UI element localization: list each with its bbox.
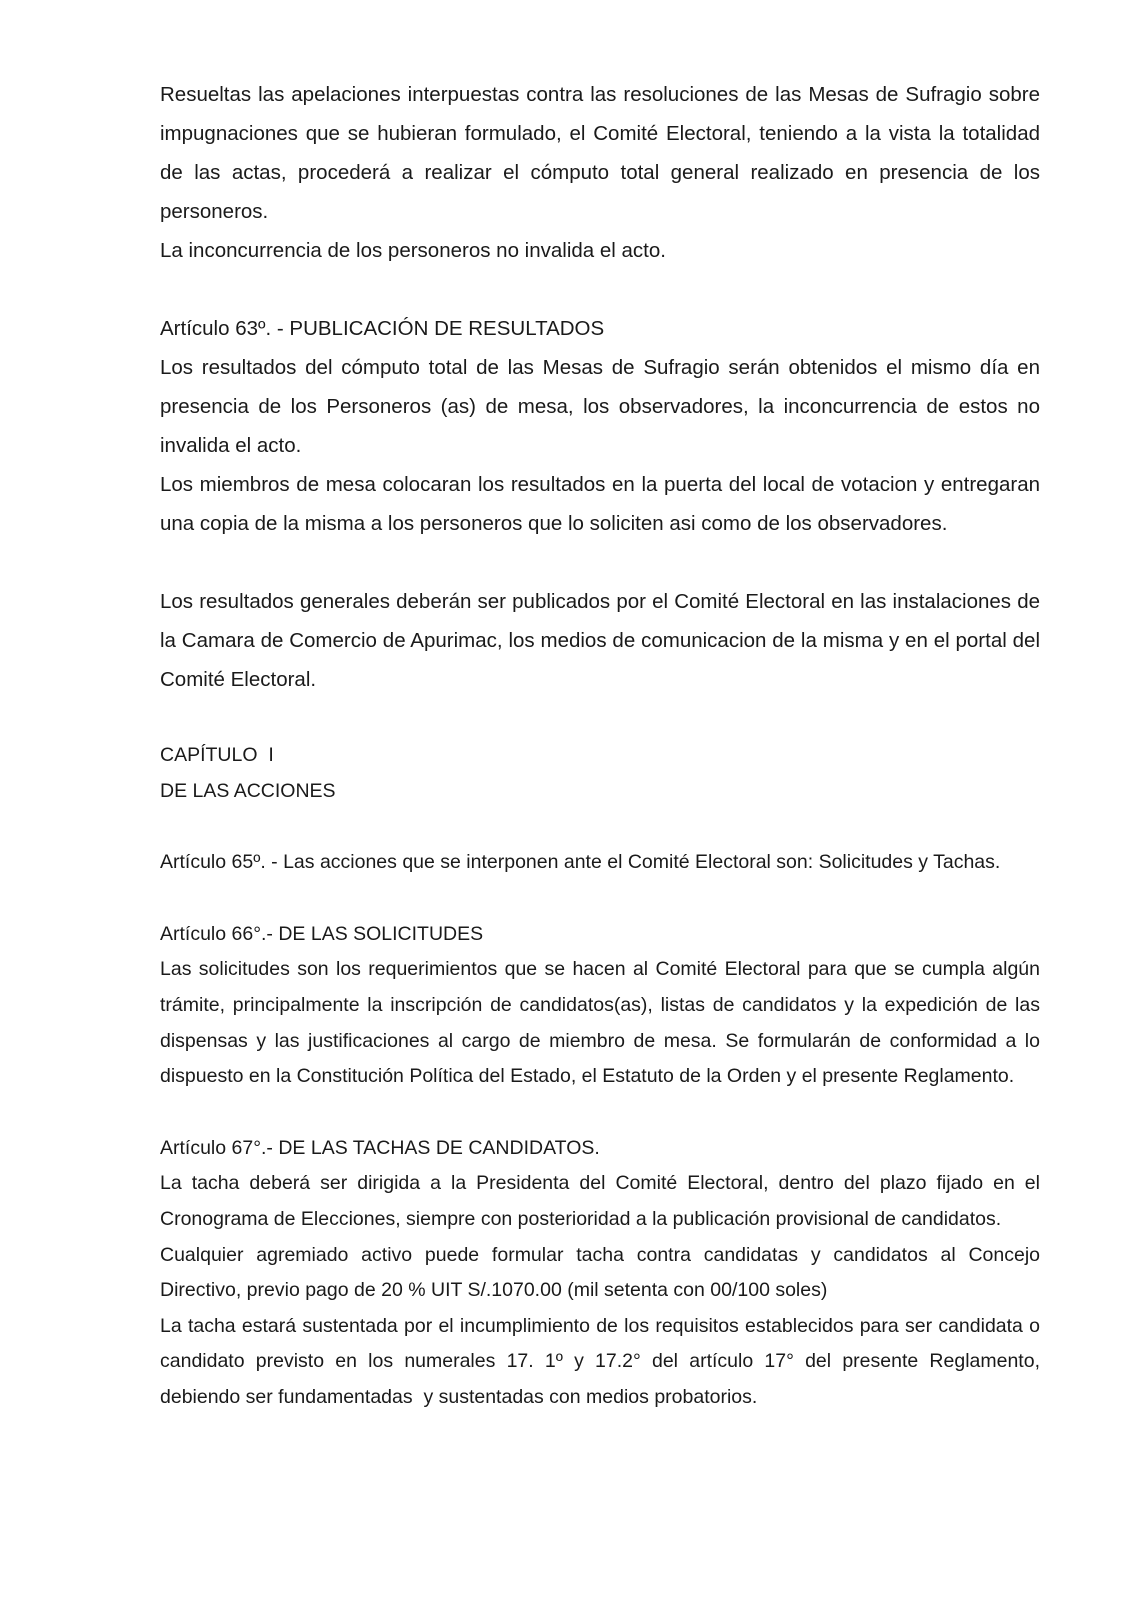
article-63-paragraph-1: Los resultados del cómputo total de las Mesas de Sufragio serán obtenidos el mismo día en presencia de los Personeros (as) de mesa, los observadores, la inconcurrencia de estos no invalida el acto. [160,356,1040,457]
spacer [160,809,1040,845]
article-67-paragraph-1: La tacha deberá ser dirigida a la Presidenta del Comité Electoral, dentro del plazo fijado en el Cronograma de Elecciones, siempre con posterioridad a la publicación provisional de candidatos. [160,1172,1040,1230]
spacer [160,1095,1040,1131]
spacer [160,270,1040,309]
article-63-paragraph-3: Los resultados generales deberán ser publicados por el Comité Electoral en las instalaciones de la Camara de Comercio de Apurimac, los medios de comunicacion de la misma y en el portal del Comité Electoral. [160,590,1040,691]
article-66-title: Artículo 66°.- DE LAS SOLICITUDES [160,922,484,945]
paragraph-computo-total: Resueltas las apelaciones interpuestas contra las resoluciones de las Mesas de Sufragio sobre impugnaciones que se hubieran formulado, el Comité Electoral, teniendo a la vista la totalidad de las actas, procederá a realizar el cómputo total general realizado en presencia de los personeros. [160,83,1040,223]
paragraph-inconcurrencia: La inconcurrencia de los personeros no invalida el acto. [160,239,666,262]
article-65: Artículo 65º. - Las acciones que se interponen ante el Comité Electoral son: Solicitudes y Tachas. [160,851,1001,874]
article-67-paragraph-2: Cualquier agremiado activo puede formular tacha contra candidatas y candidatos al Concejo Directivo, previo pago de 20 % UIT S/.1070.00 (mil setenta con 00/100 soles) [160,1243,1040,1302]
lower-section [160,738,1046,1416]
spacer [160,543,1040,582]
article-63-title: Artículo 63º. - PUBLICACIÓN DE RESULTADOS [160,317,605,340]
article-67-title: Artículo 67°.- DE LAS TACHAS DE CANDIDATOS. [160,1136,600,1159]
chapter-title: CAPÍTULO I [160,744,274,766]
article-67-paragraph-3: La tacha estará sustentada por el incumplimiento de los requisitos establecidos para ser candidata o candidato previsto en los numerales 17. 1º y 17.2° del artículo 17° del presente Reglamento, debiendo ser fundamentadas y sustentadas con medios probatorios. [160,1314,1046,1408]
spacer [160,881,1040,917]
upper-section [160,75,1040,738]
article-66-paragraph-1: Las solicitudes son los requerimientos que se hacen al Comité Electoral para que se cumpla algún trámite, principalmente la inscripción de candidatos(as), listas de candidatos y la expedición de las dispensas y las justificaciones al cargo de miembro de mesa. Se formularán de conformidad a lo dispuesto en la Constitución Política del Estado, el Estatuto de la Orden y el presente Reglamento. [160,958,1040,1088]
article-63-paragraph-2: Los miembros de mesa colocaran los resultados en la puerta del local de votacion y entregaran una copia de la misma a los personeros que lo soliciten asi como de los observadores. [160,473,1040,535]
document-page [160,75,1046,1416]
spacer [160,699,1040,738]
chapter-subtitle: DE LAS ACCIONES [160,779,336,802]
